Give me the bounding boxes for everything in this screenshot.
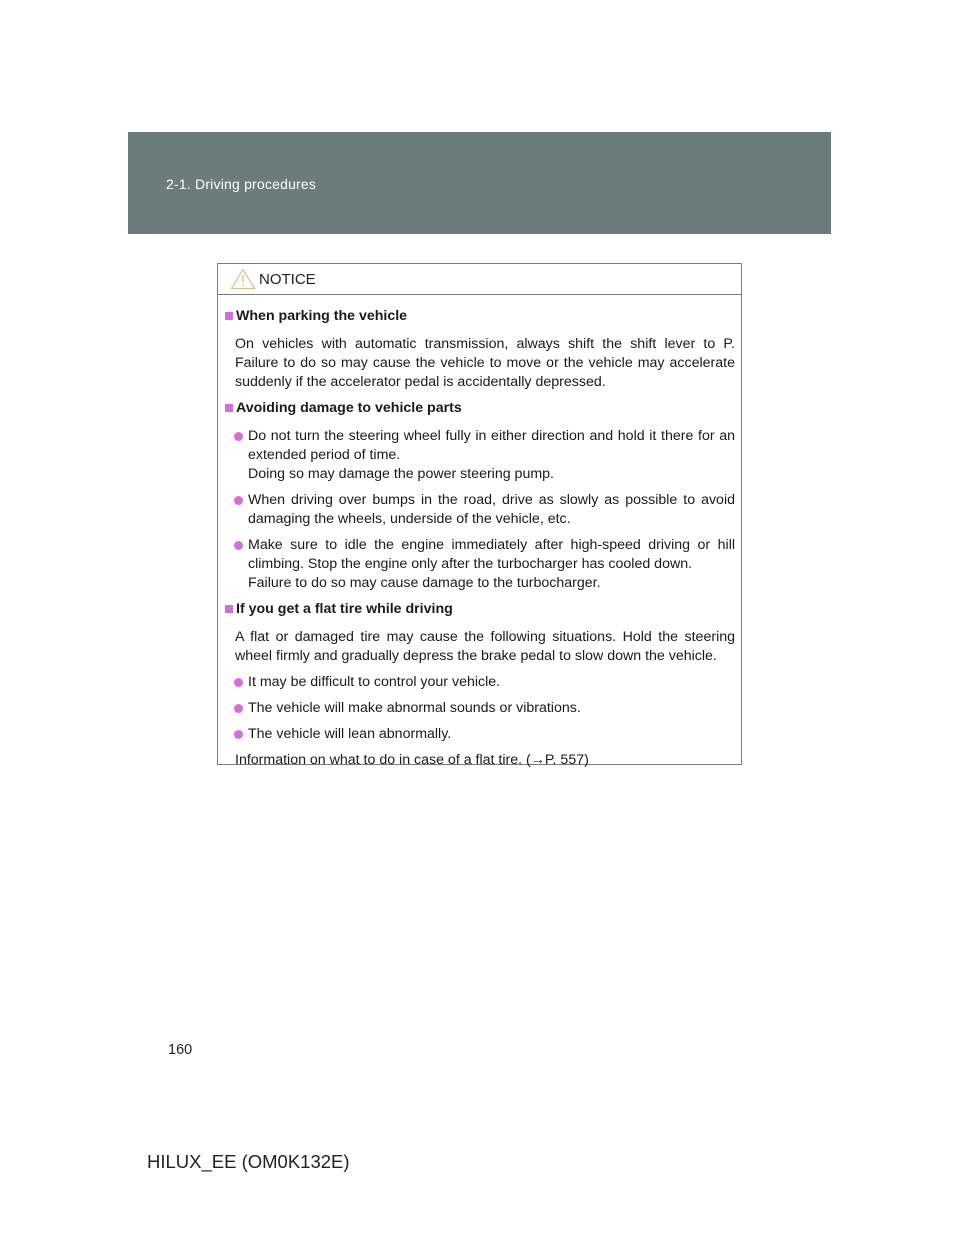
list-item [224, 536, 735, 593]
section-heading: If you get a flat tire while driving [236, 601, 453, 617]
notice-title: NOTICE [259, 271, 316, 288]
footer-code: HILUX_EE (OM0K132E) [147, 1151, 350, 1172]
section-label: 2-1. Driving procedures [166, 176, 317, 192]
page-number: 160 [168, 1042, 193, 1058]
round-bullet [234, 432, 243, 441]
section-text: On vehicles with automatic transmission, always shift the shift lever to P. Failure to do so may cause the vehicle to move or the vehicle may accelerate suddenly if the accelerator pedal is accidentally depressed. [235, 336, 735, 390]
list-item-text: Make sure to idle the engine immediately after high-speed driving or hill climbing. Stop the engine only after the turbocharger has cooled down. [248, 537, 735, 572]
square-bullet [225, 312, 233, 320]
section-avoid-damage [224, 399, 735, 418]
list-item-text: When driving over bumps in the road, drive as slowly as possible to avoid damaging the wheels, underside of the vehicle, etc. [248, 492, 735, 527]
cross-reference: Information on what to do in case of a flat tire. (→P. 557) [235, 752, 589, 768]
round-bullet [234, 541, 243, 550]
list-item [224, 427, 735, 484]
section-text: A flat or damaged tire may cause the following situations. Hold the steering wheel firmly and gradually depress the brake pedal to slow down the vehicle. [235, 629, 735, 664]
list-item-text: The vehicle will lean abnormally. [248, 726, 452, 742]
list-item [224, 699, 735, 718]
square-bullet [225, 404, 233, 412]
section-heading: Avoiding damage to vehicle parts [236, 400, 462, 416]
round-bullet [234, 730, 243, 739]
section-parking [224, 307, 735, 326]
list-item-text: Do not turn the steering wheel fully in either direction and hold it there for an extended period of time. [248, 428, 735, 463]
section-flat-tire [224, 600, 735, 619]
section-heading: When parking the vehicle [236, 308, 408, 324]
notice-header [218, 264, 741, 295]
header-band [128, 132, 831, 234]
round-bullet [234, 704, 243, 713]
square-bullet [225, 605, 233, 613]
list-item [224, 491, 735, 529]
notice-body [218, 295, 741, 770]
notice-box [217, 263, 742, 768]
list-item [224, 673, 735, 692]
round-bullet [234, 678, 243, 687]
list-item [224, 725, 735, 744]
list-item-text: Failure to do so may cause damage to the turbocharger. [248, 575, 601, 591]
list-item-text: Doing so may damage the power steering pump. [248, 466, 554, 482]
round-bullet [234, 496, 243, 505]
warning-icon [230, 268, 256, 290]
list-item-text: It may be difficult to control your vehicle. [248, 674, 501, 690]
list-item-text: The vehicle will make abnormal sounds or vibrations. [248, 700, 581, 716]
